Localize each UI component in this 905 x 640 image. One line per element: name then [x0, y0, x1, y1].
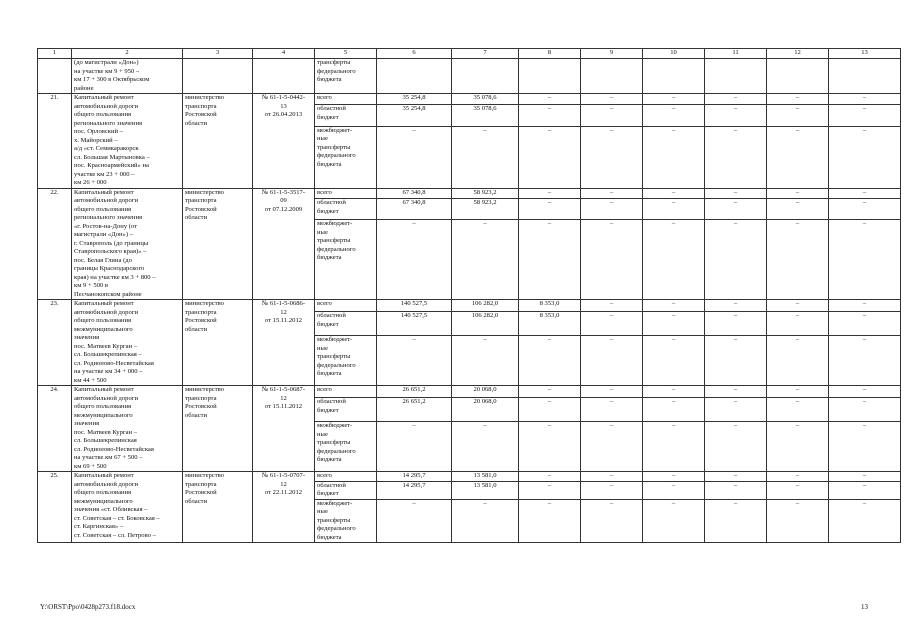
table-row	[38, 386, 901, 398]
col-header: 5	[315, 49, 377, 59]
cell	[829, 59, 901, 94]
funding-source: всего	[315, 94, 377, 105]
value-cell: 35 254,8	[377, 105, 452, 126]
value-cell: 35 254,8	[377, 94, 452, 105]
value-cell: –	[581, 300, 643, 312]
entry-description: Капитальный ремонт автомобильной дороги общего пользования межмуниципального значения «ст. Обливская – ст. Советская – ст. Боковская – ст. Каргинская» – ст. Советская – сл. Петрово –	[72, 472, 183, 543]
value-cell: –	[767, 105, 829, 126]
value-cell: –	[452, 422, 519, 472]
value-cell: –	[581, 499, 643, 543]
value-cell: –	[829, 312, 901, 336]
entry-number: 22.	[38, 188, 72, 300]
cell	[452, 59, 519, 94]
value-cell: –	[519, 336, 581, 386]
table-body	[38, 49, 901, 543]
funding-source: межбюджет- ные трансферты федерального бюджета	[315, 336, 377, 386]
value-cell: –	[581, 94, 643, 105]
value-cell: –	[581, 336, 643, 386]
value-cell: 140 527,5	[377, 312, 452, 336]
value-cell: –	[705, 312, 767, 336]
value-cell: –	[829, 472, 901, 482]
entry-document: № 61-1-5-0687- 12 от 15.11.2012	[253, 386, 315, 472]
budget-table	[37, 48, 901, 543]
value-cell: –	[519, 199, 581, 220]
value-cell: –	[452, 126, 519, 188]
entry-organization: министерство транспорта Ростовской области	[183, 94, 253, 189]
value-cell: –	[643, 188, 705, 199]
value-cell: –	[643, 220, 705, 300]
entry-document: № 61-1-5-0686- 12 от 15.11.2012	[253, 300, 315, 386]
value-cell: 67 340,8	[377, 188, 452, 199]
value-cell: 8 353,0	[519, 312, 581, 336]
value-cell: –	[643, 126, 705, 188]
funding-source: всего	[315, 300, 377, 312]
page-number: 13	[861, 603, 868, 611]
funding-source: всего	[315, 386, 377, 398]
value-cell: –	[767, 188, 829, 199]
footer-file-path: Y:\ORST\Ppo\0428p273.f18.docx	[40, 603, 136, 611]
value-cell: –	[519, 188, 581, 199]
value-cell: –	[767, 398, 829, 422]
value-cell: –	[643, 398, 705, 422]
cell	[705, 59, 767, 94]
value-cell: –	[581, 312, 643, 336]
value-cell: –	[767, 300, 829, 312]
entry-number: 24.	[38, 386, 72, 472]
value-cell: –	[452, 220, 519, 300]
funding-source: областной бюджет	[315, 199, 377, 220]
value-cell: –	[519, 386, 581, 398]
value-cell: –	[519, 398, 581, 422]
funding-source: областной бюджет	[315, 481, 377, 499]
value-cell: –	[581, 199, 643, 220]
cell	[253, 59, 315, 94]
entry-number: 23.	[38, 300, 72, 386]
continuation-desc: (до магистрали «Дон») на участке км 9 + 950 – км 17 + 300 в Октябрьском районе	[72, 59, 183, 94]
value-cell: –	[829, 188, 901, 199]
funding-source: всего	[315, 472, 377, 482]
col-header: 10	[643, 49, 705, 59]
entry-document: № 61-1-5-3517- 09 от 07.12.2009	[253, 188, 315, 300]
value-cell: 58 923,2	[452, 188, 519, 199]
value-cell: –	[519, 422, 581, 472]
value-cell: –	[519, 220, 581, 300]
value-cell: 58 923,2	[452, 199, 519, 220]
value-cell: 35 078,6	[452, 105, 519, 126]
col-header: 4	[253, 49, 315, 59]
value-cell: –	[643, 472, 705, 482]
value-cell: –	[767, 336, 829, 386]
value-cell: –	[829, 105, 901, 126]
funding-source: межбюджет- ные трансферты федерального бюджета	[315, 126, 377, 188]
value-cell: –	[829, 398, 901, 422]
value-cell: –	[767, 386, 829, 398]
col-header: 2	[72, 49, 183, 59]
value-cell: –	[767, 312, 829, 336]
entry-description: Капитальный ремонт автомобильной дороги общего пользования регионального значения «г. Ростов-на-Дону (от магистрали «Дон») – г. Ставрополь (до границы Ставропольского края)» – пос. Белая Глина (до границы Краснодарского края) на участке км 3 + 800 – км 9 + 500 в Песчанокопском районе	[72, 188, 183, 300]
entry-number: 25.	[38, 472, 72, 543]
value-cell: –	[829, 481, 901, 499]
cell	[38, 59, 72, 94]
value-cell: 140 527,5	[377, 300, 452, 312]
entry-description: Капитальный ремонт автомобильной дороги общего пользования межмуниципального значения пос. Матвеев Курган – сл. Большекрепинская – сл. Родионово-Несветайская на участке км 34 + 000 – км 44 + 500	[72, 300, 183, 386]
continuation-row	[38, 59, 901, 94]
cell	[183, 59, 253, 94]
funding-source: областной бюджет	[315, 312, 377, 336]
value-cell: –	[377, 499, 452, 543]
value-cell: –	[829, 126, 901, 188]
col-header: 12	[767, 49, 829, 59]
col-header: 11	[705, 49, 767, 59]
value-cell: –	[452, 336, 519, 386]
entry-organization: министерство транспорта Ростовской области	[183, 386, 253, 472]
funding-source: межбюджет- ные трансферты федерального бюджета	[315, 422, 377, 472]
value-cell: –	[829, 336, 901, 386]
value-cell: –	[377, 220, 452, 300]
col-header: 7	[452, 49, 519, 59]
table-row	[38, 188, 901, 199]
value-cell: –	[581, 481, 643, 499]
value-cell: –	[643, 336, 705, 386]
col-header: 1	[38, 49, 72, 59]
col-header: 3	[183, 49, 253, 59]
value-cell: –	[519, 499, 581, 543]
value-cell: –	[452, 499, 519, 543]
entry-organization: министерство транспорта Ростовской области	[183, 300, 253, 386]
continuation-source: трансферты федерального бюджета	[315, 59, 377, 94]
value-cell: –	[829, 220, 901, 300]
value-cell: –	[643, 300, 705, 312]
value-cell: –	[767, 422, 829, 472]
value-cell: –	[829, 300, 901, 312]
value-cell: –	[519, 481, 581, 499]
entry-document: № 61-1-5-0707- 12 от 22.11.2012	[253, 472, 315, 543]
value-cell: 26 651,2	[377, 386, 452, 398]
value-cell: 13 581,0	[452, 472, 519, 482]
value-cell: –	[643, 422, 705, 472]
value-cell: –	[643, 481, 705, 499]
cell	[581, 59, 643, 94]
value-cell: –	[705, 386, 767, 398]
value-cell: –	[829, 199, 901, 220]
value-cell: 8 353,0	[519, 300, 581, 312]
value-cell: –	[643, 312, 705, 336]
value-cell: –	[705, 499, 767, 543]
value-cell: 26 651,2	[377, 398, 452, 422]
funding-source: областной бюджет	[315, 105, 377, 126]
table-row	[38, 300, 901, 312]
value-cell: –	[705, 472, 767, 482]
value-cell: –	[519, 94, 581, 105]
value-cell: –	[705, 220, 767, 300]
value-cell: –	[767, 126, 829, 188]
value-cell: –	[829, 422, 901, 472]
value-cell: –	[581, 422, 643, 472]
value-cell: –	[829, 386, 901, 398]
value-cell: –	[519, 126, 581, 188]
funding-source: всего	[315, 188, 377, 199]
value-cell: –	[581, 126, 643, 188]
funding-source: областной бюджет	[315, 398, 377, 422]
value-cell: –	[767, 199, 829, 220]
value-cell: –	[767, 499, 829, 543]
value-cell: –	[705, 422, 767, 472]
col-header: 9	[581, 49, 643, 59]
value-cell: –	[767, 94, 829, 105]
value-cell: –	[581, 188, 643, 199]
entry-description: Капитальный ремонт автомобильной дороги общего пользования регионального значения пос. Орловский – х. Майорский – а/д «ст. Семикаракорск сл. Большая Мартыновка – пос. Красноармейский» на участке км 23 + 000 – км 26 + 000	[72, 94, 183, 189]
value-cell: –	[377, 422, 452, 472]
cell	[519, 59, 581, 94]
value-cell: –	[767, 472, 829, 482]
value-cell: –	[705, 300, 767, 312]
value-cell: –	[705, 105, 767, 126]
value-cell: 35 078,6	[452, 94, 519, 105]
value-cell: –	[519, 105, 581, 126]
cell	[377, 59, 452, 94]
value-cell: 106 282,0	[452, 312, 519, 336]
table-row	[38, 472, 901, 482]
value-cell: –	[705, 481, 767, 499]
value-cell: –	[581, 220, 643, 300]
funding-source: межбюджет- ные трансферты федерального бюджета	[315, 220, 377, 300]
value-cell: –	[377, 336, 452, 386]
col-header: 8	[519, 49, 581, 59]
entry-number: 21.	[38, 94, 72, 189]
value-cell: 14 295,7	[377, 472, 452, 482]
value-cell: –	[581, 472, 643, 482]
value-cell: –	[829, 94, 901, 105]
value-cell: –	[829, 499, 901, 543]
value-cell: –	[581, 398, 643, 422]
value-cell: –	[643, 105, 705, 126]
value-cell: 106 282,0	[452, 300, 519, 312]
col-header: 6	[377, 49, 452, 59]
value-cell: –	[705, 398, 767, 422]
value-cell: –	[643, 94, 705, 105]
value-cell: –	[643, 386, 705, 398]
value-cell: –	[767, 220, 829, 300]
value-cell: –	[581, 386, 643, 398]
cell	[643, 59, 705, 94]
value-cell: –	[767, 481, 829, 499]
entry-organization: министерство транспорта Ростовской области	[183, 188, 253, 300]
value-cell: 20 068,0	[452, 398, 519, 422]
value-cell: –	[705, 126, 767, 188]
value-cell: 67 340,8	[377, 199, 452, 220]
value-cell: 14 295,7	[377, 481, 452, 499]
funding-source: межбюджет- ные трансферты федерального бюджета	[315, 499, 377, 543]
value-cell: –	[705, 188, 767, 199]
table-row	[38, 94, 901, 105]
value-cell: –	[643, 499, 705, 543]
value-cell: –	[705, 199, 767, 220]
column-number-row	[38, 49, 901, 59]
value-cell: –	[581, 105, 643, 126]
value-cell: 13 581,0	[452, 481, 519, 499]
value-cell: –	[705, 336, 767, 386]
cell	[767, 59, 829, 94]
entry-description: Капитальный ремонт автомобильной дороги общего пользования межмуниципального значения пос. Матвеев Курган – сл. Большекрепинская сл. Родионово-Несветайская на участке км 67 + 500 – км 69 + 500	[72, 386, 183, 472]
value-cell: –	[519, 472, 581, 482]
entry-document: № 61-1-5-0442- 13 от 26.04.2013	[253, 94, 315, 189]
value-cell: –	[643, 199, 705, 220]
value-cell: –	[377, 126, 452, 188]
value-cell: –	[705, 94, 767, 105]
entry-organization: министерство транспорта Ростовской области	[183, 472, 253, 543]
value-cell: 20 068,0	[452, 386, 519, 398]
col-header: 13	[829, 49, 901, 59]
